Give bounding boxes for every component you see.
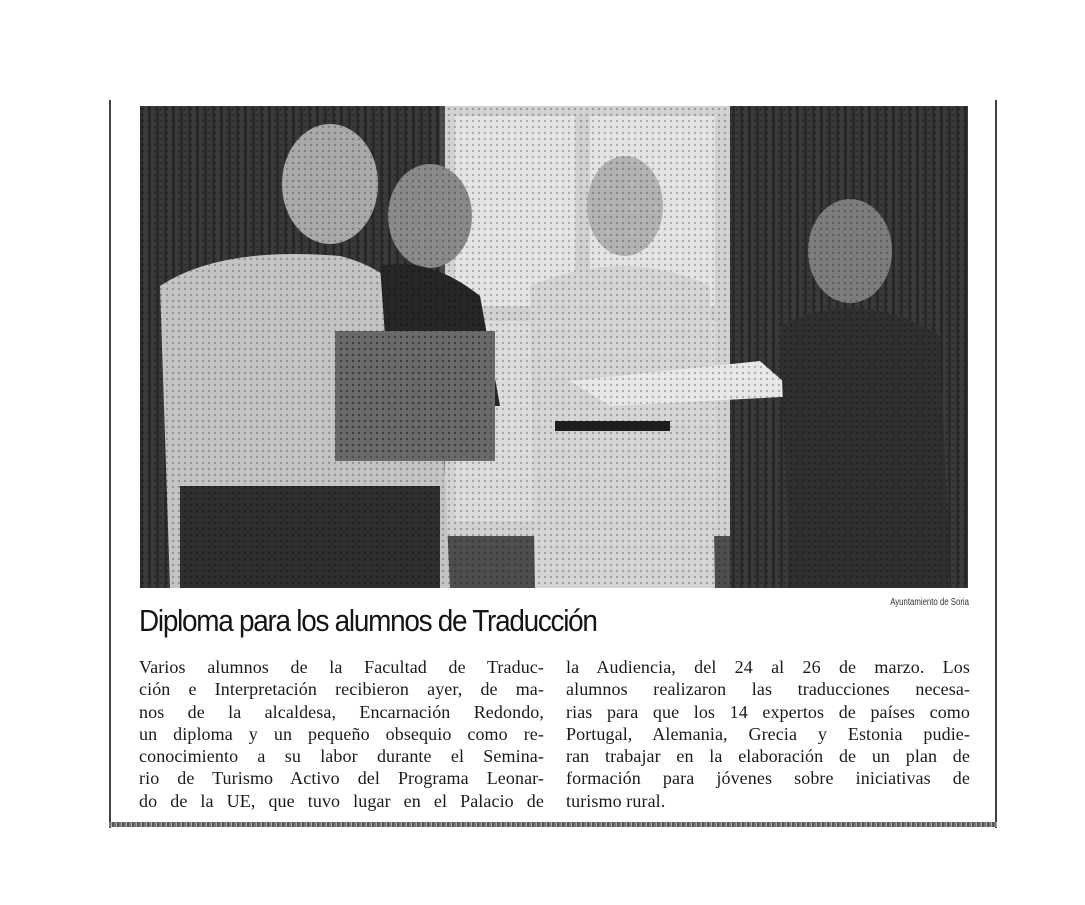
body-line: la Audiencia, del 24 al 26 de marzo. Los [566, 657, 970, 677]
body-line: formación para jóvenes sobre iniciativas de [566, 768, 970, 789]
body-line: ran trabajar en la elaboración de un plan de [566, 746, 970, 767]
article-photo [140, 106, 968, 588]
body-line: rio de Turismo Activo del Programa Leonar- [139, 768, 544, 789]
body-line: do de la UE, que tuvo lugar en el Palacio de [139, 790, 544, 811]
clipping-border-left [109, 100, 111, 828]
body-line: rias para que los 14 expertos de países como [566, 701, 970, 722]
halftone-photo-icon [140, 106, 968, 588]
body-line: alumnos realizaron las traducciones necesa- [566, 679, 970, 700]
headline: Diploma para los alumnos de Traducción [139, 603, 597, 638]
body-line: ción e Interpretación recibieron ayer, de ma- [139, 679, 544, 700]
body-line: conocimiento a su labor durante el Semina- [139, 746, 544, 767]
clipping-border-right [995, 100, 997, 828]
body-line: Portugal, Alemania, Grecia y Estonia pudie- [566, 723, 970, 744]
body-line: nos de la alcaldesa, Encarnación Redondo, [139, 701, 544, 722]
clipping-border-bottom [109, 822, 997, 827]
body-column-right [566, 656, 970, 812]
body-line: Varios alumnos de la Facultad de Traduc- [139, 657, 544, 677]
body-column-left [139, 656, 544, 812]
body-line: un diploma y un pequeño obsequio como re- [139, 723, 544, 744]
photo-credit: Ayuntamiento de Soria [890, 597, 969, 608]
body-line: turismo rural. [566, 790, 666, 811]
